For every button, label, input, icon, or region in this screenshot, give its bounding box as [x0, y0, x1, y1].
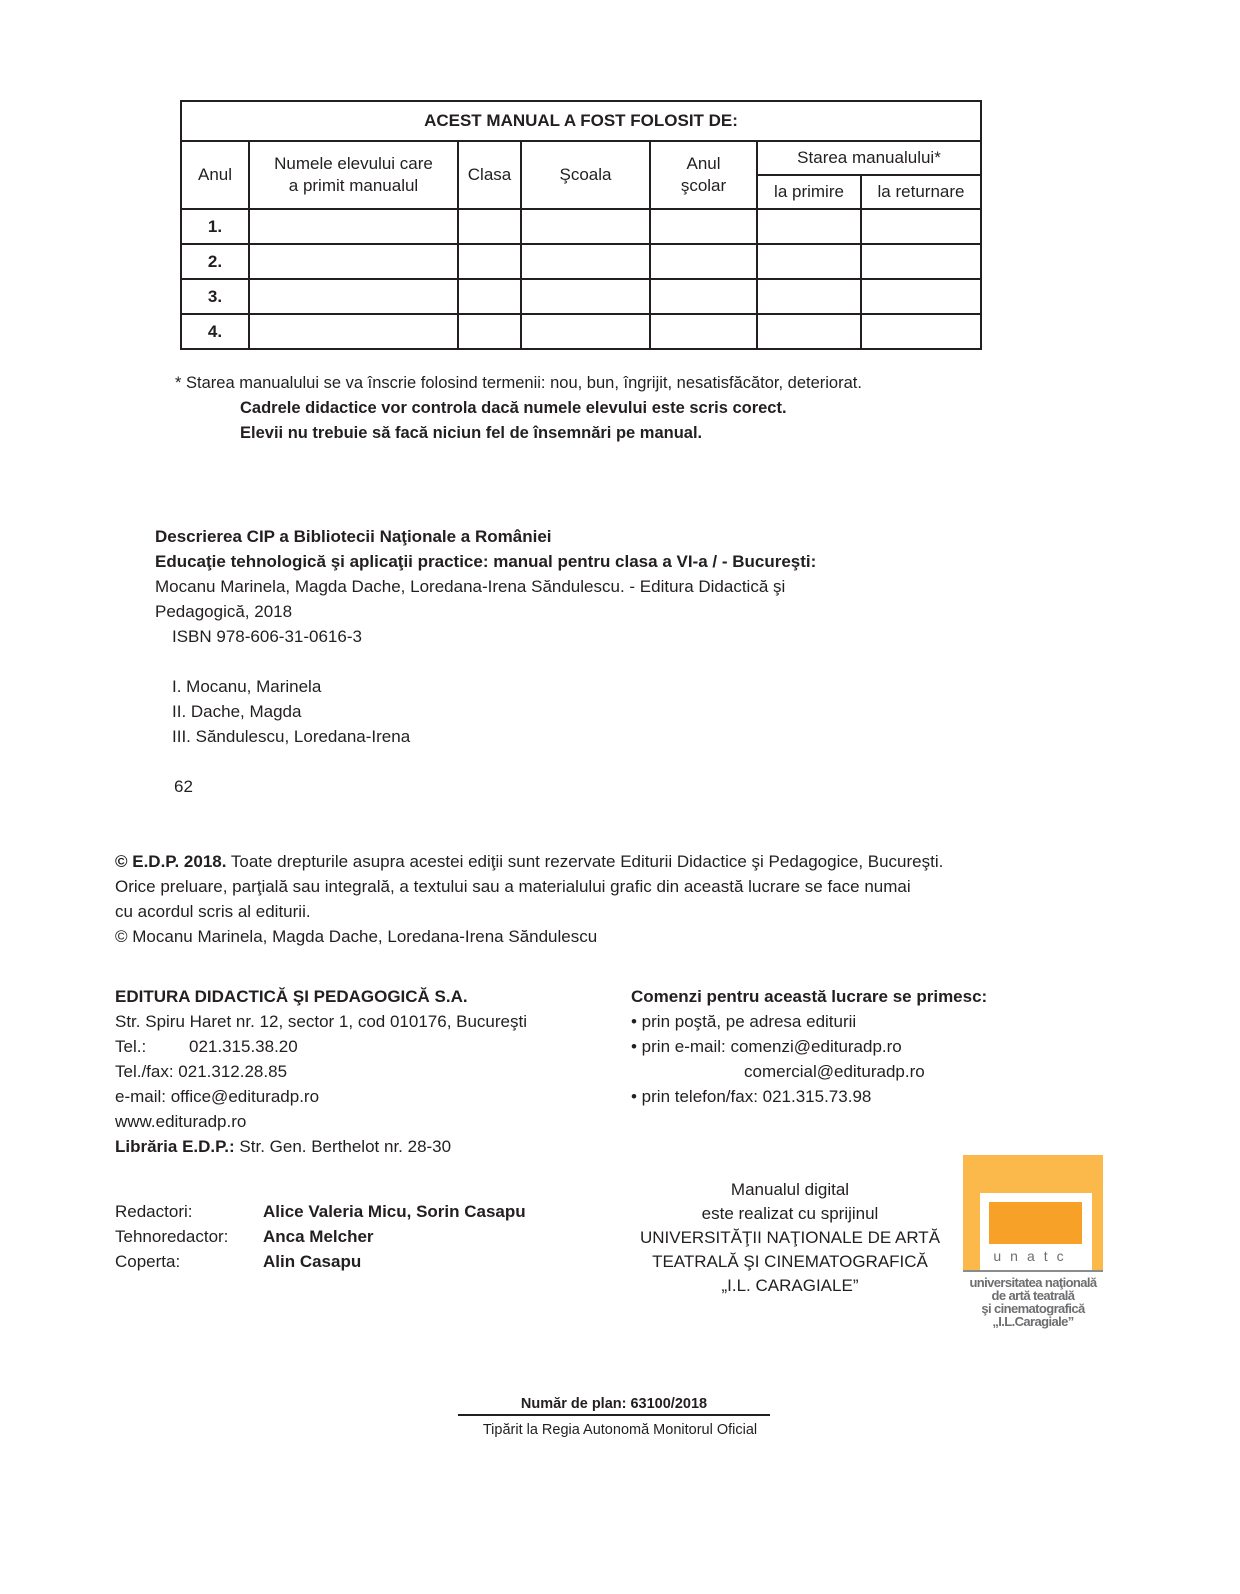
row-number: 4. [181, 314, 249, 349]
cell-scoala[interactable] [521, 314, 650, 349]
row-number: 3. [181, 279, 249, 314]
note-teachers: Cadrele didactice vor controla dacă numele elevului este scris corect. [240, 399, 787, 417]
staff-row [115, 1224, 526, 1249]
header-on-return: la returnare [861, 175, 981, 209]
orders-by-email-2[interactable]: comercial@edituradp.ro [744, 1062, 925, 1081]
manual-usage-table [180, 100, 982, 350]
unatc-name-line: de artă teatrală [991, 1288, 1075, 1303]
orders-heading: Comenzi pentru această lucrare se primesc: [631, 987, 988, 1006]
publisher-telfax: Tel./fax: 021.312.28.85 [115, 1062, 288, 1081]
copyright-line2: Orice preluare, parţială sau integrală, a textului sau a materialului grafic din această lucrare se face numai [115, 877, 911, 896]
copyright-block [115, 849, 943, 949]
header-school-year-line2: şcolar [680, 176, 727, 195]
cell-student-name[interactable] [249, 279, 458, 314]
cell-school-year[interactable] [650, 244, 757, 279]
cell-on-receipt[interactable] [757, 244, 861, 279]
publisher-info [115, 984, 527, 1159]
cell-scoala[interactable] [521, 279, 650, 314]
staff-role: Redactori: [115, 1202, 193, 1221]
cell-scoala[interactable] [521, 244, 650, 279]
cip-heading: Descrierea CIP a Bibliotecii Naţionale a României [155, 527, 552, 546]
cell-on-receipt[interactable] [757, 209, 861, 244]
printed-by: Tipărit la Regia Autonomă Monitorul Oficial [482, 1422, 758, 1438]
cell-on-return[interactable] [861, 314, 981, 349]
cip-author-entry: II. Dache, Magda [172, 702, 302, 721]
table-row [181, 209, 981, 244]
orders-info [631, 984, 987, 1109]
table-title: ACEST MANUAL A FOST FOLOSIT DE: [181, 101, 981, 141]
copyright-authors: © Mocanu Marinela, Magda Dache, Loredana-Irena Săndulescu [115, 927, 598, 946]
unatc-logo [963, 1155, 1103, 1328]
copyright-line3: cu acordul scris al editurii. [115, 902, 311, 921]
support-line: TEATRALĂ ŞI CINEMATOGRAFICĂ [652, 1252, 928, 1271]
staff-credits [115, 1199, 526, 1274]
header-student-name [249, 141, 458, 209]
cip-description [155, 524, 816, 799]
header-clasa: Clasa [458, 141, 521, 209]
cell-student-name[interactable] [249, 314, 458, 349]
staff-role: Coperta: [115, 1252, 181, 1271]
bookstore-address: Str. Gen. Berthelot nr. 28-30 [234, 1137, 452, 1156]
support-line: „I.L. CARAGIALE” [721, 1276, 859, 1295]
header-anul: Anul [181, 141, 249, 209]
cip-author-entry: III. Săndulescu, Loredana-Irena [172, 727, 411, 746]
row-number: 1. [181, 209, 249, 244]
cell-student-name[interactable] [249, 209, 458, 244]
row-number: 2. [181, 244, 249, 279]
header-school-year [650, 141, 757, 209]
orders-by-email[interactable]: • prin e-mail: comenzi@edituradp.ro [631, 1037, 902, 1056]
cell-on-return[interactable] [861, 279, 981, 314]
staff-names: Anca Melcher [263, 1227, 374, 1246]
header-manual-state: Starea manualului* [757, 141, 981, 175]
print-footer [440, 1396, 800, 1438]
cell-clasa[interactable] [458, 209, 521, 244]
staff-names: Alin Casapu [263, 1252, 362, 1271]
staff-row [115, 1199, 526, 1224]
tel-value: 021.315.38.20 [189, 1037, 298, 1056]
copyright-edp: © E.D.P. 2018. [115, 852, 227, 871]
cell-school-year[interactable] [650, 279, 757, 314]
staff-role: Tehnoredactor: [115, 1227, 229, 1246]
table-row [181, 279, 981, 314]
staff-names: Alice Valeria Micu, Sorin Casapu [263, 1202, 526, 1221]
table-row [181, 244, 981, 279]
header-school-year-line1: Anul [686, 154, 721, 173]
cell-school-year[interactable] [650, 314, 757, 349]
orders-by-phone: • prin telefon/fax: 021.315.73.98 [631, 1087, 872, 1106]
cell-clasa[interactable] [458, 244, 521, 279]
note-students: Elevii nu trebuie să facă niciun fel de însemnări pe manual. [240, 424, 703, 442]
cip-isbn: ISBN 978-606-31-0616-3 [172, 627, 362, 646]
publisher-email[interactable]: e-mail: office@edituradp.ro [115, 1087, 320, 1106]
unatc-name-line: universitatea naţională [969, 1275, 1097, 1290]
publisher-bookstore [115, 1134, 527, 1159]
cip-class-number: 62 [174, 777, 193, 796]
note-state-terms: * Starea manualului se va înscrie folosind termenii: nou, bun, îngrijit, nesatisfăcător, deteriorat. [175, 374, 862, 392]
copyright-rights: Toate drepturile asupra acestei ediţii sunt rezervate Editurii Didactice şi Pedagogice, Bucureşti. [226, 852, 944, 871]
cell-on-receipt[interactable] [757, 314, 861, 349]
publisher-website[interactable]: www.edituradp.ro [115, 1112, 247, 1131]
unatc-name-line: „I.L.Caragiale” [992, 1314, 1074, 1329]
cip-authors: Mocanu Marinela, Magda Dache, Loredana-Irena Săndulescu. - Editura Didactică şi [155, 577, 786, 596]
header-on-receipt: la primire [757, 175, 861, 209]
staff-row [115, 1249, 526, 1274]
support-line: Manualul digital [730, 1180, 850, 1199]
cip-publisher: Pedagogică, 2018 [155, 602, 293, 621]
orders-by-post: • prin poştă, pe adresa editurii [631, 1012, 857, 1031]
cell-scoala[interactable] [521, 209, 650, 244]
tel-label: Tel.: [115, 1037, 147, 1056]
cell-school-year[interactable] [650, 209, 757, 244]
support-line: este realizat cu sprijinul [701, 1204, 879, 1223]
table-row [181, 314, 981, 349]
cell-on-return[interactable] [861, 209, 981, 244]
publisher-name: EDITURA DIDACTICĂ ŞI PEDAGOGICĂ S.A. [115, 987, 468, 1006]
publisher-tel [115, 1034, 527, 1059]
unatc-acronym: unatc [993, 1248, 1073, 1264]
unatc-name-line: şi cinematografică [981, 1301, 1085, 1316]
plan-number: Număr de plan: 63100/2018 [458, 1396, 770, 1416]
cell-on-return[interactable] [861, 244, 981, 279]
header-student-name-line1: Numele elevului care [274, 154, 433, 173]
bookstore-label: Librăria E.D.P.: [115, 1137, 235, 1156]
copyright-line1 [115, 849, 943, 874]
usage-notes [175, 371, 862, 446]
header-student-name-line2: a primit manualul [288, 176, 419, 195]
publisher-address: Str. Spiru Haret nr. 12, sector 1, cod 010176, Bucureşti [115, 1012, 528, 1031]
cip-author-entry: I. Mocanu, Marinela [172, 677, 322, 696]
support-line: UNIVERSITĂŢII NAŢIONALE DE ARTĂ [639, 1228, 941, 1247]
cell-clasa[interactable] [458, 279, 521, 314]
header-scoala: Şcoala [521, 141, 650, 209]
cip-title: Educaţie tehnologică şi aplicaţii practice: manual pentru clasa a VI-a / - Bucureşti: [155, 552, 817, 571]
digital-support-statement [630, 1178, 950, 1298]
cell-student-name[interactable] [249, 244, 458, 279]
cell-clasa[interactable] [458, 314, 521, 349]
cell-on-receipt[interactable] [757, 279, 861, 314]
